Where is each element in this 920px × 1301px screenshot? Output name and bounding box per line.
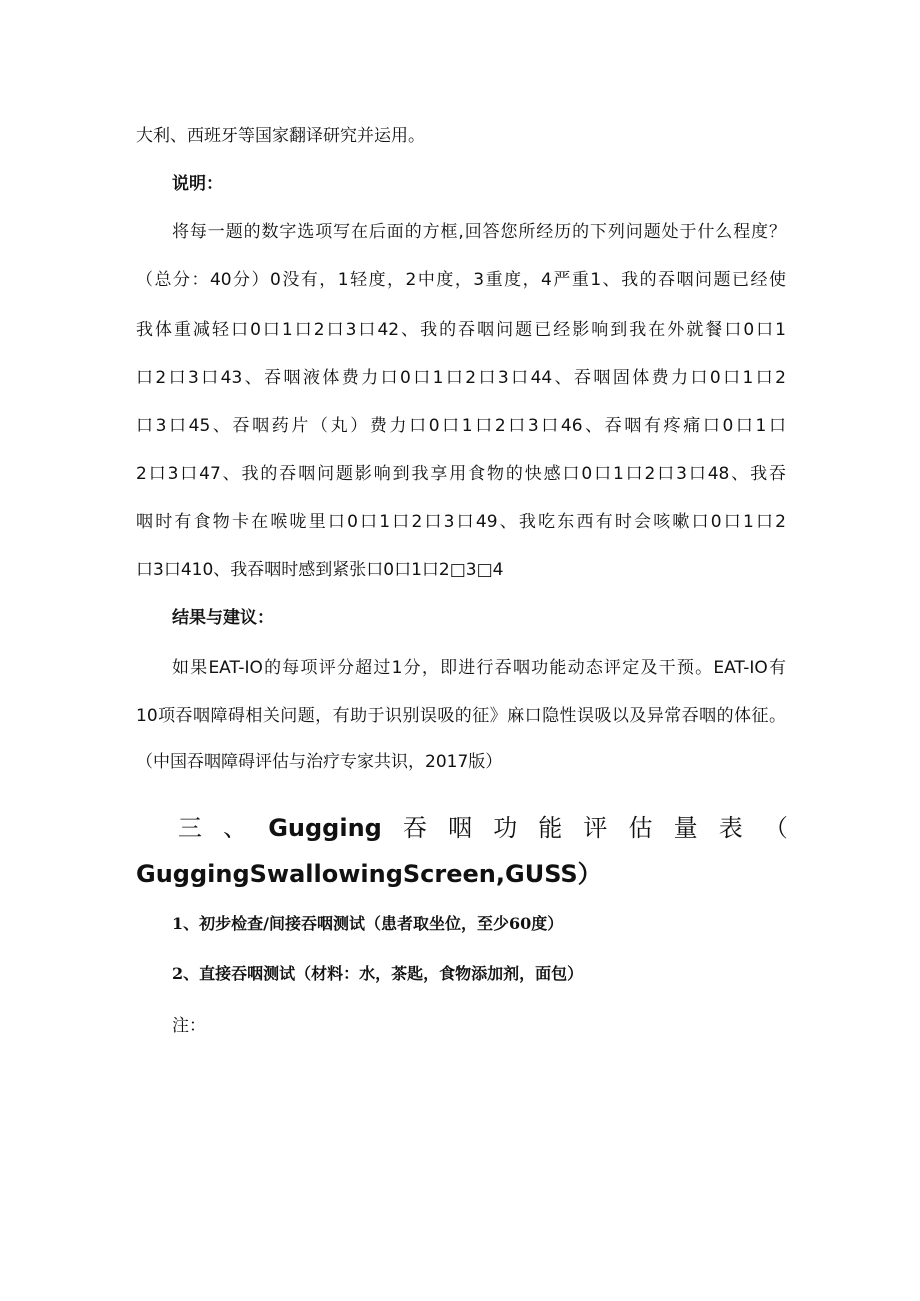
section-title bbox=[178, 812, 788, 844]
paragraph-line: （中国吞咽障碍评估与治疗专家共识，2017版） bbox=[136, 752, 503, 772]
subsection-heading: 2、直接吞咽测试（材料：水，茶匙，食物添加剂，面包） bbox=[172, 964, 584, 983]
title-char: 功 bbox=[493, 814, 518, 842]
intro-line: 大利、西班牙等国家翻译研究并运用。 bbox=[136, 126, 425, 146]
paragraph-line: 10项吞咽障碍相关问题，有助于识别误吸的征》麻口隐性误吸以及异常吞咽的体征。 bbox=[136, 706, 786, 726]
paragraph-line: 2口3口47、我的吞咽问题影响到我享用食物的快感口0口1口2口3口48、我吞 bbox=[136, 464, 786, 484]
title-char: 、 bbox=[223, 814, 248, 842]
title-char: 量 bbox=[673, 814, 698, 842]
paragraph-line: 口3口410、我吞咽时感到紧张口0口1口2□3□4 bbox=[136, 560, 504, 580]
paragraph-line: 我体重减轻口0口1口2口3口42、我的吞咽问题已经影响到我在外就餐口0口1 bbox=[136, 320, 786, 340]
paragraph-line: 口3口45、吞咽药片（丸）费力口0口1口2口3口46、吞咽有疼痛口0口1口 bbox=[136, 416, 786, 436]
section-title-line2: GuggingSwallowingScreen,GUSS） bbox=[136, 860, 602, 888]
paragraph-line: （总分：40分）0没有，1轻度，2中度，3重度，4严重1、我的吞咽问题已经使 bbox=[136, 270, 786, 290]
results-heading: 结果与建议： bbox=[172, 608, 274, 628]
title-char: 吞 bbox=[402, 814, 427, 842]
title-char: Gugging bbox=[268, 814, 382, 842]
paragraph-line: 口2口3口43、吞咽液体费力口0口1口2口3口44、吞咽固体费力口0口1口2 bbox=[136, 368, 786, 388]
title-char: 能 bbox=[538, 814, 563, 842]
explain-heading: 说明： bbox=[172, 174, 223, 194]
title-char: （ bbox=[763, 814, 788, 842]
title-char: 评 bbox=[583, 814, 608, 842]
title-char: 估 bbox=[628, 814, 653, 842]
note-label: 注： bbox=[172, 1016, 206, 1036]
paragraph-line: 咽时有食物卡在喉咙里口0口1口2口3口49、我吃东西有时会咳嗽口0口1口2 bbox=[136, 512, 786, 532]
title-char: 咽 bbox=[448, 814, 473, 842]
subsection-heading: 1、初步检查/间接吞咽测试（患者取坐位，至少60度） bbox=[172, 914, 564, 933]
title-char: 表 bbox=[718, 814, 743, 842]
paragraph-line: 如果EAT-IO的每项评分超过1分，即进行吞咽功能动态评定及干预。EAT-IO有 bbox=[172, 658, 786, 678]
paragraph-line: 将每一题的数字选项写在后面的方框,回答您所经历的下列问题处于什么程度？ bbox=[172, 222, 786, 242]
title-char: 三 bbox=[178, 814, 202, 842]
